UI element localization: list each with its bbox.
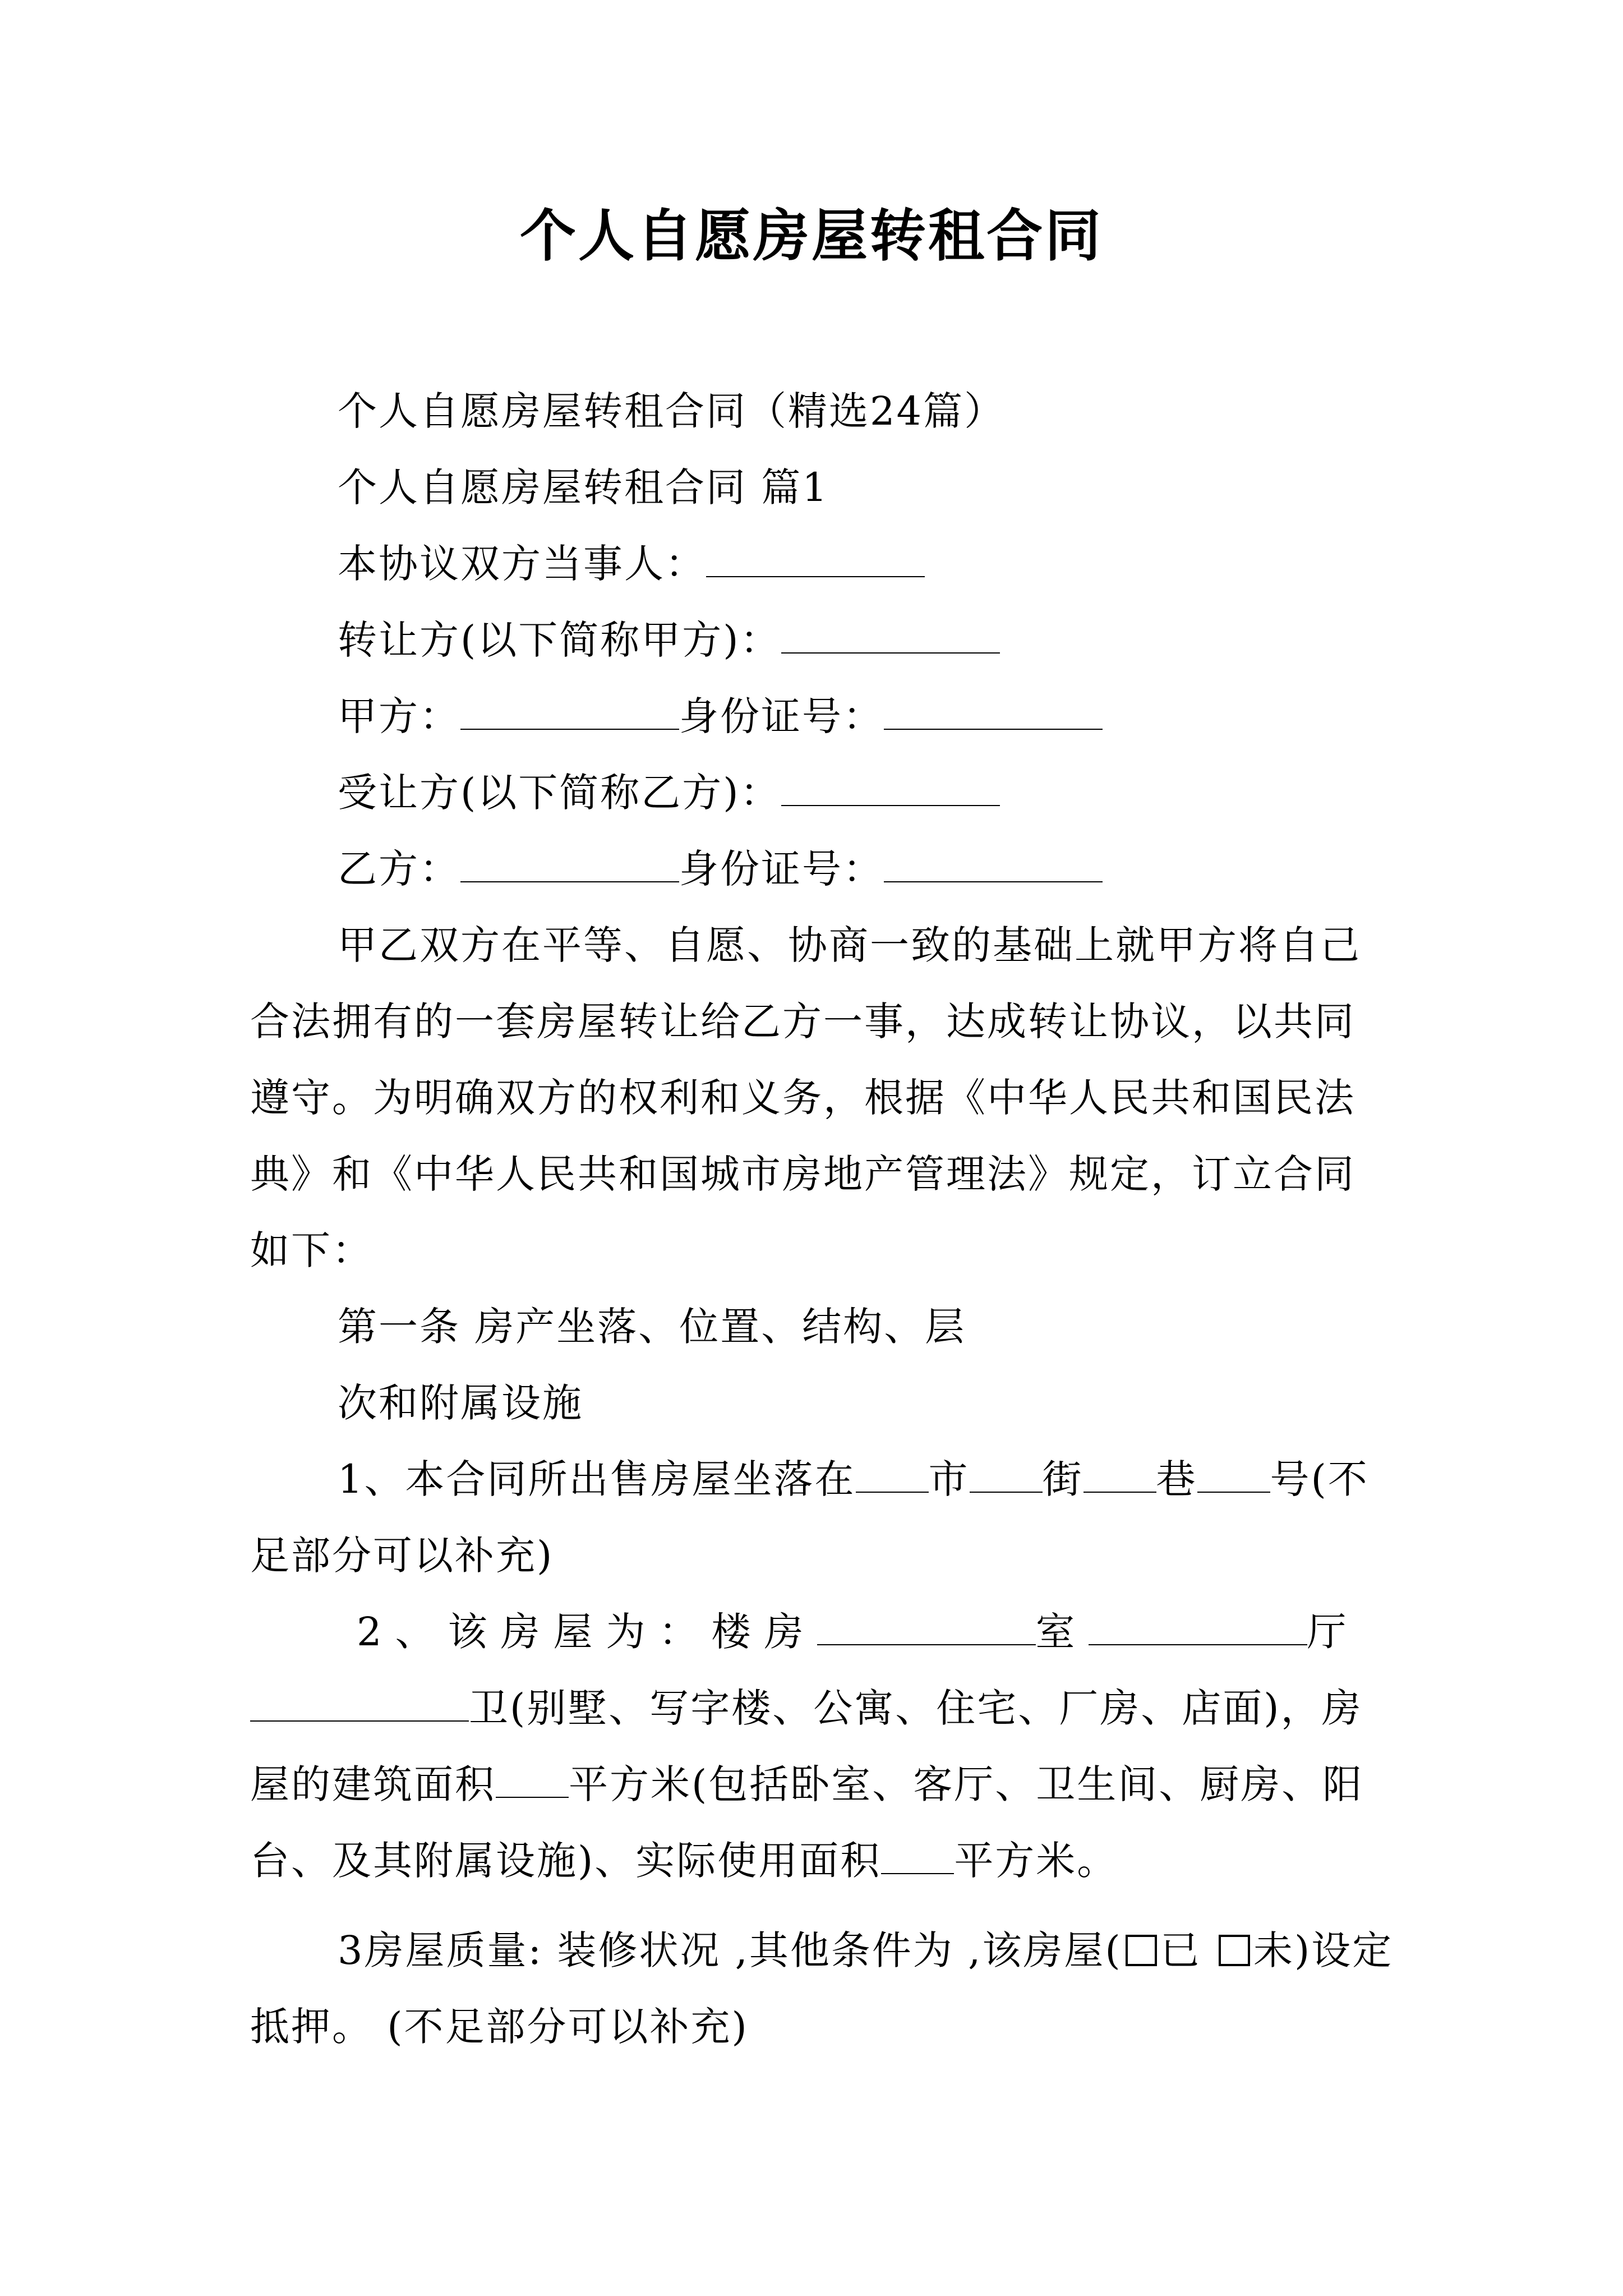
blank-field (884, 695, 1103, 730)
clause-2-text: 平方米。 (954, 1838, 1118, 1884)
transferor-line (250, 602, 1394, 678)
blank-field (970, 1458, 1043, 1493)
clause-2-text: 卫(别墅、写字楼、公寓、住宅、厂房、店面)，房屋的建筑面积 (250, 1685, 1363, 1807)
blank-field (781, 619, 1000, 654)
clause-1-text: 市 (928, 1456, 970, 1502)
blank-field (1089, 1611, 1307, 1645)
id-number-label: 身份证号： (679, 846, 884, 892)
checkbox (1219, 1935, 1250, 1966)
blank-field (1197, 1458, 1270, 1493)
blank-field (781, 771, 1000, 806)
transferee-line (250, 754, 1394, 831)
preamble-paragraph: 甲乙双方在平等、自愿、协商一致的基础上就甲方将自己合法拥有的一套房屋转让给乙方一事，达成转让协议，以共同遵守。为明确双方的权利和义务，根据《中华人民共和国民法典》和《中华人民共和国城市房地产管理法》规定，订立合同如下： (250, 922, 1361, 1273)
clause-2-text: 室 (1035, 1609, 1089, 1655)
clause-2-text: 平方米(包括卧室、客厅、卫生间、厨房、阳台、及其附属设施)、实际使用面积 (250, 1761, 1364, 1884)
article-1-heading: 第一条 房产坐落、位置、结构、层 (338, 1304, 966, 1350)
blank-field (881, 1839, 954, 1874)
clause-1-text: 号(不足部分可以补充) (250, 1456, 1369, 1579)
blank-field (856, 1458, 929, 1493)
blank-field (460, 695, 679, 730)
party-a-label: 甲方： (338, 693, 460, 739)
party-b-label: 乙方： (338, 846, 460, 892)
document-title: 个人自愿房屋转租合同 (520, 203, 1103, 269)
party-b-line (250, 831, 1394, 907)
checkbox (1126, 1935, 1157, 1966)
transferee-label: 受让方(以下简称乙方)： (338, 770, 781, 816)
parties-label: 本协议双方当事人： (338, 541, 706, 587)
clause-2-text: 2、该房屋为：楼房 (357, 1609, 817, 1655)
blank-field (817, 1611, 1036, 1645)
blank-field (250, 1687, 469, 1722)
document-body (250, 373, 1394, 2065)
parties-line (250, 526, 1394, 602)
clause-1-text: 街 (1042, 1456, 1083, 1502)
clause-3-text: 已 (1160, 1927, 1201, 1973)
blank-field (496, 1763, 569, 1798)
clause-1 (250, 1441, 1394, 1594)
clause-2-text: 厅 (1307, 1609, 1348, 1655)
blank-field (706, 542, 925, 577)
party-a-line (250, 678, 1394, 754)
clause-1-text: 巷 (1156, 1456, 1197, 1502)
clause-1-text: 1、本合同所出售房屋坐落在 (338, 1456, 856, 1502)
blank-field (1083, 1458, 1156, 1493)
clause-2 (250, 1594, 1394, 1899)
subtitle-line: 个人自愿房屋转租合同（精选24篇） (338, 388, 1006, 434)
clause-3-text: 未)设定抵押。 (不足部分可以补充) (250, 1927, 1394, 2050)
clause-3 (250, 1912, 1394, 2065)
clause-3-text: 3房屋质量: 装修状况 ,其他条件为 ,该房屋( (338, 1927, 1122, 1973)
section-heading: 个人自愿房屋转租合同 篇1 (338, 464, 829, 510)
transferor-label: 转让方(以下简称甲方)： (338, 617, 781, 663)
blank-field (460, 848, 679, 882)
id-number-label: 身份证号： (679, 693, 884, 739)
article-1-heading-cont: 次和附属设施 (338, 1380, 583, 1426)
blank-field (884, 848, 1103, 882)
